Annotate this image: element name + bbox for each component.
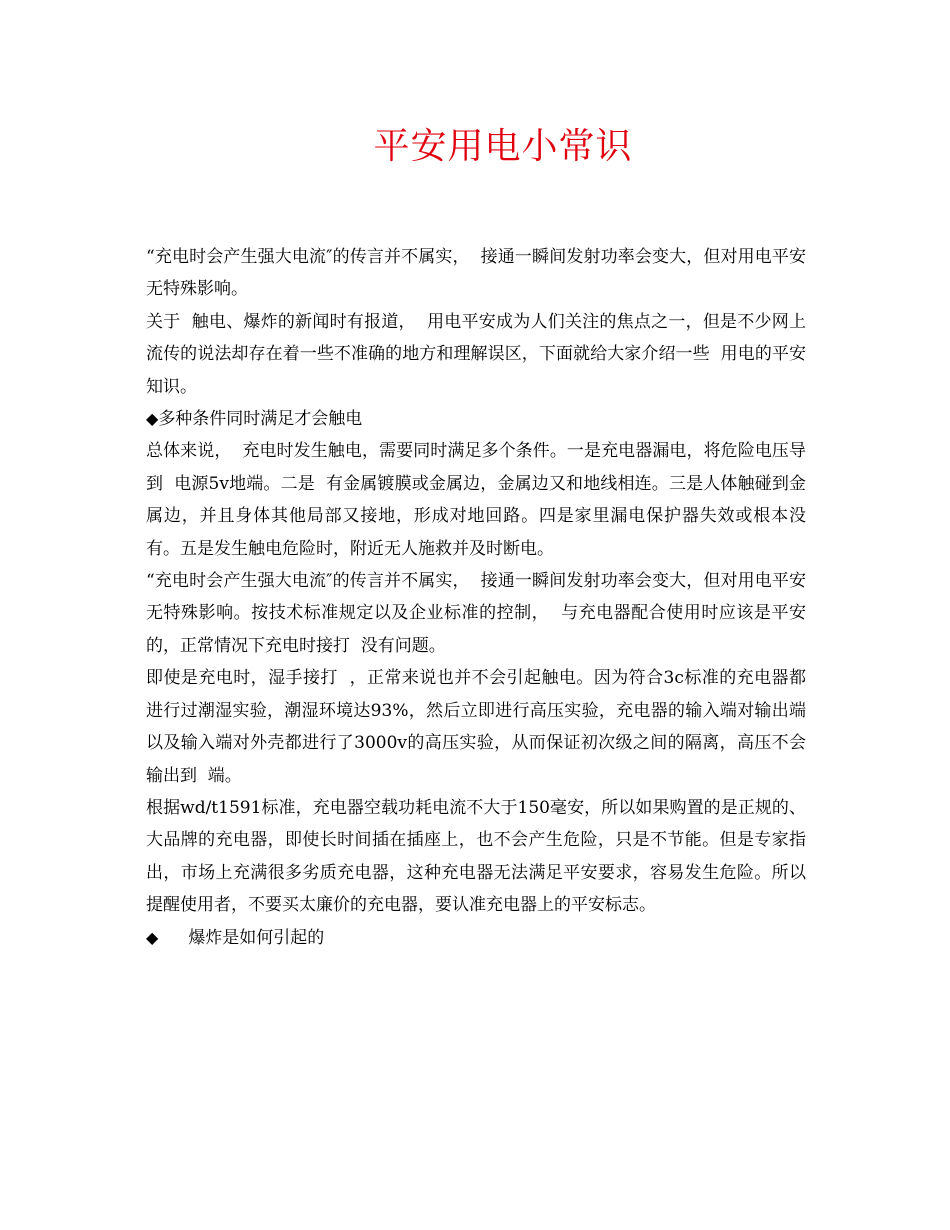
intro-paragraph-1: “充电时会产生强大电流″的传言并不属实， 接通一瞬间发射功率会变大，但对用电平安无特殊影响。 [146, 247, 806, 300]
section1-paragraph-2: “充电时会产生强大电流″的传言并不属实， 接通一瞬间发射功率会变大，但对用电平安无特殊影响。按技术标准规定以及企业标准的控制， 与充电器配合使用时应该是平安的，正常情况下充电时接打 没有问题。 [146, 571, 806, 656]
section-heading-text: 爆炸是如何引起的 [188, 927, 325, 948]
intro-paragraph-2: 关于 触电、爆炸的新闻时有报道， 用电平安成为人们关注的焦点之一，但是不少网上流传的说法却存在着一些不准确的地方和理解误区，下面就给大家介绍一些 用电的平安知识。 [146, 311, 806, 397]
diamond-bullet-icon: ◆ [146, 409, 159, 429]
section1-paragraph-1: 总体来说， 充电时发生触电，需要同时满足多个条件。一是充电器漏电，将危险电压导到 电源5v地端。二是 有金属镀膜或金属边，金属边又和地线相连。三是人体触碰到金属边，并且身体其他局部又接地，形成对地回路。四是家里漏电保护器失效或根本没有。五是发生触电危险时，附近无人施救并及时断电。 [146, 441, 806, 559]
document-body [146, 241, 806, 954]
section-heading-touch [146, 403, 806, 435]
section1-paragraph-3: 即使是充电时，湿手接打 ，正常来说也并不会引起触电。因为符合3c标准的充电器都进行过潮湿实验，潮湿环境达93%，然后立即进行高压实验，充电器的输入端对输出端以及输入端对外壳都进行了3000v的高压实验，从而保证初次级之间的隔离，高压不会输出到 端。 [146, 668, 806, 786]
section1-paragraph-4: 根据wd/t1591标准，充电器空载功耗电流不大于150毫安，所以如果购置的是正规的、大品牌的充电器，即使长时间插在插座上，也不会产生危险，只是不节能。但是专家指出，市场上充满很多劣质充电器，这种充电器无法满足平安要求，容易发生危险。所以提醒使用者，不要买太廉价的充电器，要认准充电器上的平安标志。 [146, 797, 806, 916]
section-heading-explosion [146, 922, 806, 954]
diamond-bullet-icon: ◆ [146, 927, 159, 947]
document-title: 平安用电小常识 [373, 126, 633, 167]
section-heading-text: 多种条件同时满足才会触电 [158, 409, 363, 430]
